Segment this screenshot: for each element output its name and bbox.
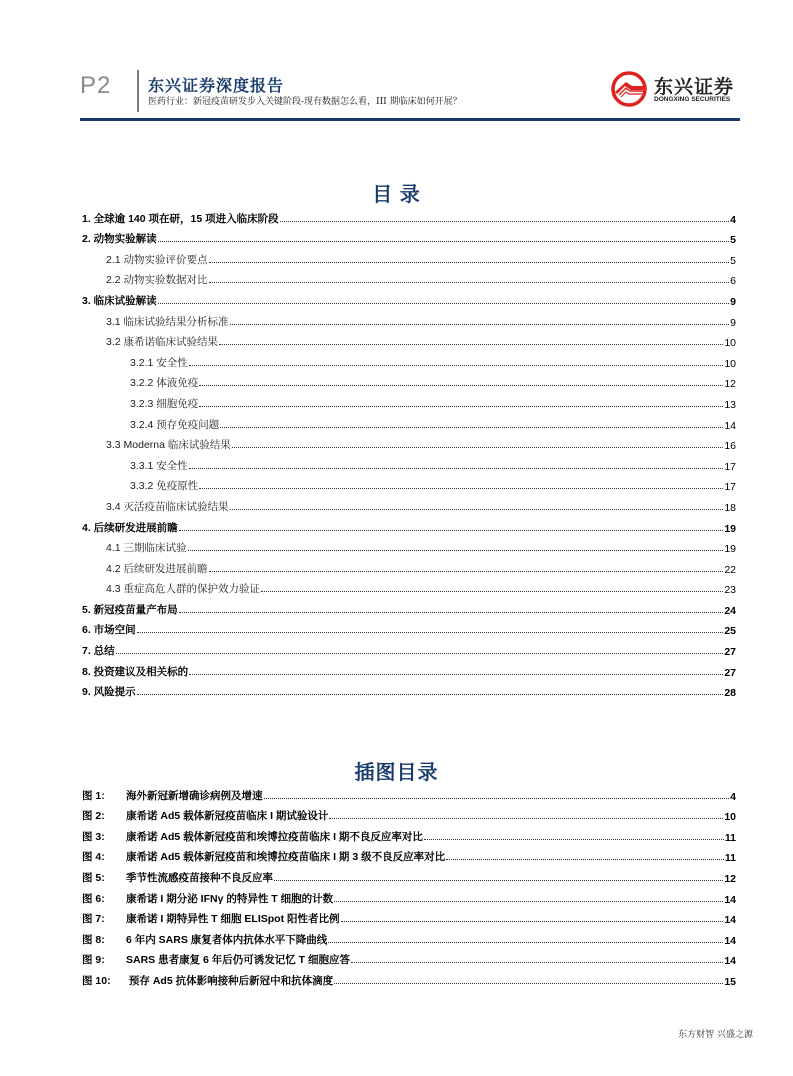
entry-label — [82, 211, 280, 226]
entry-text: 2. 动物实验解读 — [82, 233, 157, 246]
entry-text: 海外新冠新增确诊病例及增速 — [126, 789, 263, 802]
entry-label — [82, 932, 328, 947]
figure-number: 图 1: — [82, 789, 105, 802]
dot-leader — [137, 631, 724, 633]
dot-leader — [189, 673, 723, 675]
toc-entry[interactable] — [82, 246, 736, 267]
figures-title: 插图目录 — [354, 762, 439, 784]
logo-emblem-icon — [610, 70, 648, 108]
entry-text: 3.2.4 预存免疫问题 — [130, 418, 220, 431]
entry-text: 康希诺 Ad5 载体新冠疫苗临床 I 期试验设计 — [126, 810, 329, 823]
dot-leader — [280, 220, 730, 222]
entry-text: 5. 新冠疫苗量产布局 — [82, 603, 178, 616]
toc-title: 目 录 — [372, 184, 421, 206]
entry-label — [106, 561, 209, 576]
dot-leader — [179, 611, 724, 613]
entry-text: 康希诺 Ad5 载体新冠疫苗和埃博拉疫苗临床 I 期不良反应率对比 — [126, 830, 423, 843]
page-number-ref: 17 — [724, 460, 736, 473]
entry-label — [82, 870, 274, 885]
entry-label — [130, 355, 189, 370]
dot-leader — [209, 570, 724, 572]
entry-label — [82, 808, 329, 823]
toc-entry[interactable] — [82, 535, 736, 556]
entry-label — [82, 520, 179, 535]
figure-number: 图 8: — [82, 933, 105, 946]
entry-label — [106, 540, 188, 555]
page-number-ref: 25 — [724, 625, 736, 638]
entry-label — [106, 252, 209, 267]
page-number-ref: 14 — [724, 955, 736, 968]
page-number-ref: 19 — [724, 543, 736, 556]
entry-label — [130, 375, 199, 390]
toc-entry[interactable] — [82, 349, 736, 370]
header-divider — [137, 70, 139, 112]
dot-leader — [232, 446, 723, 448]
dot-leader — [137, 693, 724, 695]
toc-entry[interactable] — [82, 596, 736, 617]
toc-entry[interactable] — [82, 679, 736, 700]
entry-label — [130, 478, 199, 493]
logo-chinese-name: 东兴证券 — [654, 77, 735, 98]
page-number-ref: 22 — [724, 563, 736, 576]
figure-number: 图 9: — [82, 954, 105, 967]
page-number-ref: 23 — [724, 584, 736, 597]
figure-entry[interactable] — [82, 926, 736, 947]
entry-text: 3.2.2 体液免疫 — [130, 377, 199, 390]
entry-label — [106, 581, 261, 596]
page-number-ref: 4 — [730, 213, 736, 226]
figure-entry[interactable] — [82, 823, 736, 844]
page-number-ref: 10 — [724, 811, 736, 824]
entry-text: 康希诺 Ad5 载体新冠疫苗和埃博拉疫苗临床 I 期 3 级不良反应率对比 — [126, 851, 446, 864]
entry-text: 3.2.3 细胞免疫 — [130, 397, 199, 410]
figure-entry[interactable] — [82, 803, 736, 824]
page-number-ref: 10 — [724, 357, 736, 370]
figure-entry[interactable] — [82, 844, 736, 865]
dot-leader — [158, 302, 729, 304]
figure-number: 图 4: — [82, 851, 105, 864]
entry-label — [82, 849, 446, 864]
entry-text: SARS 患者康复 6 年后仍可诱发记忆 T 细胞应答 — [126, 954, 351, 967]
entry-text: 3.4 灭活疫苗临床试验结果 — [106, 500, 229, 513]
dot-leader — [189, 467, 724, 469]
toc-entry[interactable] — [82, 576, 736, 597]
page-number-ref: 12 — [724, 872, 736, 885]
page-number-ref: 13 — [724, 398, 736, 411]
entry-text: 8. 投资建议及相关标的 — [82, 665, 189, 678]
dot-leader — [329, 817, 723, 819]
entry-text: 4.2 后续研发进展前瞻 — [106, 562, 208, 575]
page-number-ref: 27 — [724, 666, 736, 679]
entry-label — [82, 952, 351, 967]
toc-entry[interactable] — [82, 411, 736, 432]
entry-text: 9. 风险提示 — [82, 686, 136, 699]
dot-leader — [446, 858, 724, 860]
entry-text: 2.1 动物实验评价要点 — [106, 253, 208, 266]
entry-label — [106, 499, 230, 514]
entry-text: 3.1 临床试验结果分析标准 — [106, 315, 229, 328]
entry-label — [82, 891, 334, 906]
dot-leader — [189, 364, 724, 366]
toc-entry[interactable] — [82, 267, 736, 288]
page-number-ref: 17 — [724, 481, 736, 494]
entry-label — [82, 231, 158, 246]
page-header — [80, 64, 740, 120]
entry-text: 3.2.1 安全性 — [130, 356, 188, 369]
page-number-ref: 18 — [724, 501, 736, 514]
figure-entry[interactable] — [82, 906, 736, 927]
figure-entry[interactable] — [82, 967, 736, 988]
page-number-ref: 19 — [724, 522, 736, 535]
dot-leader — [199, 384, 723, 386]
figure-entry[interactable] — [82, 885, 736, 906]
header-rule — [80, 118, 740, 121]
toc-entry[interactable] — [82, 308, 736, 329]
dot-leader — [188, 549, 724, 551]
entry-label — [130, 396, 199, 411]
dot-leader — [209, 281, 730, 283]
toc-entry[interactable] — [82, 390, 736, 411]
page-number-ref: 14 — [724, 893, 736, 906]
page-number-ref: 16 — [724, 440, 736, 453]
entry-text: 4.1 三期临床试验 — [106, 542, 187, 555]
toc-entry[interactable] — [82, 473, 736, 494]
entry-label — [106, 272, 209, 287]
toc-entry[interactable] — [82, 226, 736, 247]
entry-text: 康希诺 I 期分泌 IFNγ 的特异性 T 细胞的计数 — [126, 892, 334, 905]
page-number-ref: 9 — [730, 316, 736, 329]
page-number-ref: 11 — [724, 852, 736, 865]
toc-entry[interactable] — [82, 617, 736, 638]
entry-label — [82, 622, 137, 637]
figure-number: 图 3: — [82, 830, 105, 843]
dot-leader — [334, 982, 723, 984]
dot-leader — [424, 838, 724, 840]
entry-label — [82, 293, 158, 308]
dot-leader — [158, 240, 729, 242]
page-number-ref: 28 — [724, 687, 736, 700]
toc-entry[interactable] — [82, 205, 736, 226]
page-number-ref: 12 — [724, 378, 736, 391]
dot-leader — [264, 797, 730, 799]
page-number-ref: 5 — [730, 254, 736, 267]
dot-leader — [199, 487, 723, 489]
page-number-ref: 14 — [724, 419, 736, 432]
entry-label — [82, 973, 334, 988]
page-number-ref: 24 — [724, 604, 736, 617]
table-of-contents — [82, 205, 736, 699]
toc-entry[interactable] — [82, 555, 736, 576]
entry-label — [82, 684, 137, 699]
page-number-ref: 4 — [730, 790, 736, 803]
page-number-ref: 27 — [724, 646, 736, 659]
entry-text: 6 年内 SARS 康复者体内抗体水平下降曲线 — [126, 933, 328, 946]
dot-leader — [351, 961, 723, 963]
dot-leader — [219, 343, 723, 345]
dot-leader — [179, 529, 724, 531]
figure-number: 图 5: — [82, 871, 105, 884]
entry-text: 3.2 康希诺临床试验结果 — [106, 336, 219, 349]
page-number: P2 — [80, 72, 112, 99]
entry-label — [130, 417, 220, 432]
entry-text: 4. 后续研发进展前瞻 — [82, 521, 178, 534]
page-number-ref: 10 — [724, 337, 736, 350]
page-number-ref: 11 — [724, 831, 736, 844]
entry-label — [82, 602, 179, 617]
entry-text: 3.3.1 安全性 — [130, 459, 188, 472]
figure-number: 图 6: — [82, 892, 105, 905]
footer-slogan: 东方财智 兴盛之源 — [678, 1030, 753, 1040]
dot-leader — [334, 900, 723, 902]
dot-leader — [328, 941, 723, 943]
dot-leader — [116, 652, 724, 654]
entry-label — [82, 829, 424, 844]
figure-number: 图 10: — [82, 974, 111, 987]
toc-entry[interactable] — [82, 637, 736, 658]
dot-leader — [230, 323, 730, 325]
entry-text: 6. 市场空间 — [82, 624, 136, 637]
entry-label — [106, 334, 219, 349]
toc-entry[interactable] — [82, 329, 736, 350]
entry-text: 3.3 Moderna 临床试验结果 — [106, 439, 231, 452]
logo-english-name: DONGXING SECURITIES — [654, 96, 731, 103]
entry-text: 3. 临床试验解读 — [82, 294, 157, 307]
company-logo — [610, 66, 740, 110]
dot-leader — [199, 405, 723, 407]
figure-entry[interactable] — [82, 947, 736, 968]
toc-entry[interactable] — [82, 452, 736, 473]
dot-leader — [274, 879, 723, 881]
toc-entry[interactable] — [82, 287, 736, 308]
page-number-ref: 15 — [724, 975, 736, 988]
figure-entry[interactable] — [82, 864, 736, 885]
list-of-figures — [82, 782, 736, 988]
entry-label — [82, 664, 189, 679]
page-number-ref: 14 — [724, 914, 736, 927]
dot-leader — [261, 590, 723, 592]
toc-entry[interactable] — [82, 658, 736, 679]
page-number-ref: 6 — [730, 275, 736, 288]
entry-label — [82, 911, 341, 926]
entry-label — [82, 788, 264, 803]
entry-text: 4.3 重症高危人群的保护效力验证 — [106, 583, 261, 596]
toc-entry[interactable] — [82, 370, 736, 391]
dot-leader — [209, 261, 730, 263]
entry-label — [130, 458, 189, 473]
dot-leader — [220, 426, 723, 428]
dot-leader — [341, 920, 724, 922]
report-subtitle: 医药行业：新冠疫苗研发步入关键阶段-现有数据怎么看，III 期临床如何开展？ — [148, 97, 462, 107]
page-number-ref: 9 — [730, 295, 736, 308]
entry-text: 2.2 动物实验数据对比 — [106, 274, 208, 287]
figure-entry[interactable] — [82, 782, 736, 803]
toc-entry[interactable] — [82, 432, 736, 453]
entry-text: 1. 全球逾 140 项在研，15 项进入临床阶段 — [82, 212, 279, 225]
toc-entry[interactable] — [82, 493, 736, 514]
entry-label — [82, 643, 116, 658]
dot-leader — [230, 508, 724, 510]
figure-number: 图 7: — [82, 913, 105, 926]
page-number-ref: 14 — [724, 934, 736, 947]
entry-text: 预存 Ad5 抗体影响接种后新冠中和抗体滴度 — [126, 974, 334, 987]
entry-text: 季节性流感疫苗接种不良反应率 — [126, 871, 273, 884]
page-number-ref: 5 — [730, 234, 736, 247]
toc-entry[interactable] — [82, 514, 736, 535]
entry-label — [106, 314, 230, 329]
entry-text: 康希诺 I 期特异性 T 细胞 ELISpot 阳性者比例 — [126, 913, 340, 926]
figure-number: 图 2: — [82, 810, 105, 823]
report-title: 东兴证券深度报告 — [148, 78, 285, 95]
entry-text: 3.3.2 免疫原性 — [130, 480, 199, 493]
entry-text: 7. 总结 — [82, 645, 115, 658]
entry-label — [106, 437, 232, 452]
